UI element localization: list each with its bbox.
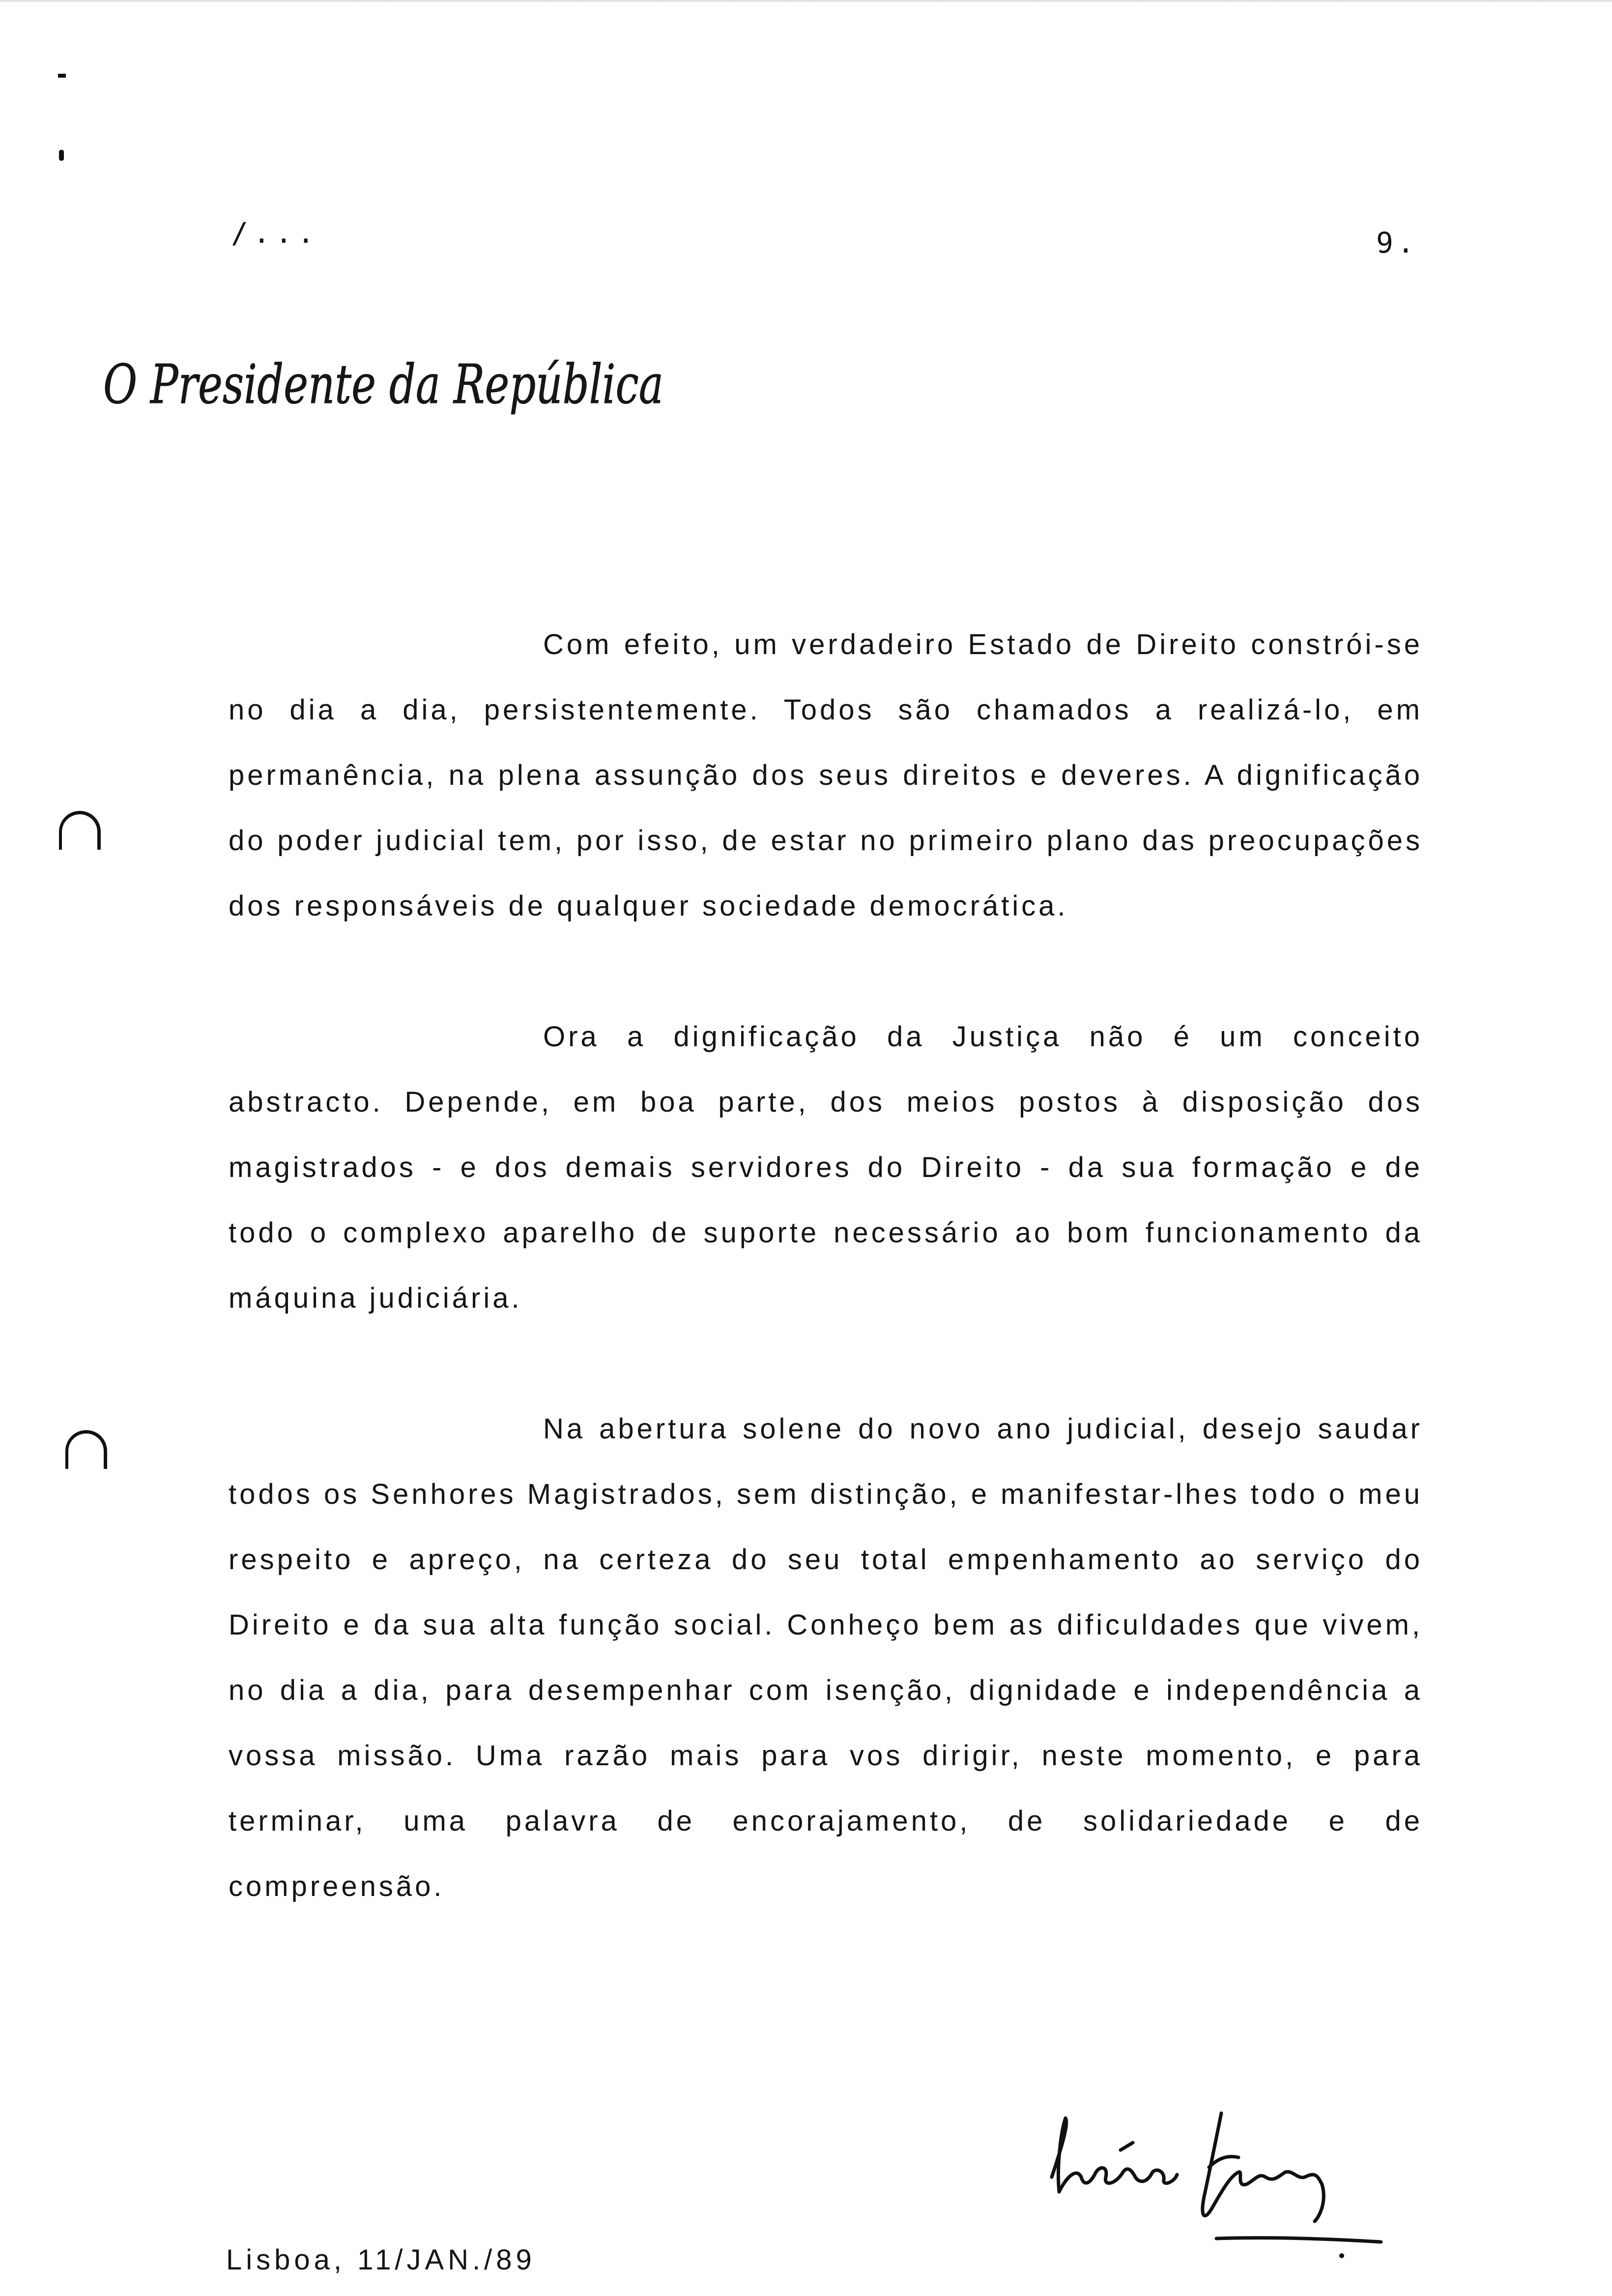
place-and-date: Lisboa, 11/JAN./89 bbox=[226, 2244, 536, 2276]
scan-speck bbox=[58, 74, 66, 78]
scan-speck bbox=[59, 150, 64, 161]
paragraph: Na abertura solene do novo ano judicial, desejo saudar todos os Senhores Magistrados, sem distinção, e manifestar-lhes todo o meu respeito e apreço, na certeza do seu total empenhamento ao serviço do Direito e da sua alta função social. Conheço bem as dificuldades que vivem, no dia a dia, para desempenhar com isenção, dignidade e independência a vossa missão. Uma razão mais para vos dirigir, neste momento, e para terminar, uma palavra de encorajamento, de solidariedade e de compreensão. bbox=[229, 1413, 1423, 1902]
hole-punch-mark bbox=[65, 1430, 107, 1469]
paragraph: Ora a dignificação da Justiça não é um conceito abstracto. Depende, em boa parte, dos meios postos à disposição dos magistrados - e dos demais servidores do Direito - da sua formação e de todo o complexo aparelho de suporte necessário ao bom funcionamento da máquina judiciária. bbox=[229, 1021, 1423, 1314]
hole-punch-mark bbox=[59, 811, 101, 850]
continuation-marker: /... bbox=[231, 216, 319, 250]
paragraph: Com efeito, um verdadeiro Estado de Direito constrói-se no dia a dia, persistentemente. Todos são chamados a realizá-lo, em permanência, na plena assunção dos seus direitos e deveres. A dignificação do poder judicial tem, por isso, de estar no primeiro plano das preocupações dos responsáveis de qualquer sociedade democrática. bbox=[229, 629, 1423, 922]
page-number: 9. bbox=[1376, 226, 1418, 259]
letter-body bbox=[229, 612, 1423, 1984]
letterhead-text: O Presidente da República bbox=[103, 353, 663, 416]
scan-edge bbox=[0, 0, 1612, 3]
letterhead-script-logo bbox=[98, 344, 688, 442]
handwritten-signature bbox=[1042, 2103, 1396, 2261]
